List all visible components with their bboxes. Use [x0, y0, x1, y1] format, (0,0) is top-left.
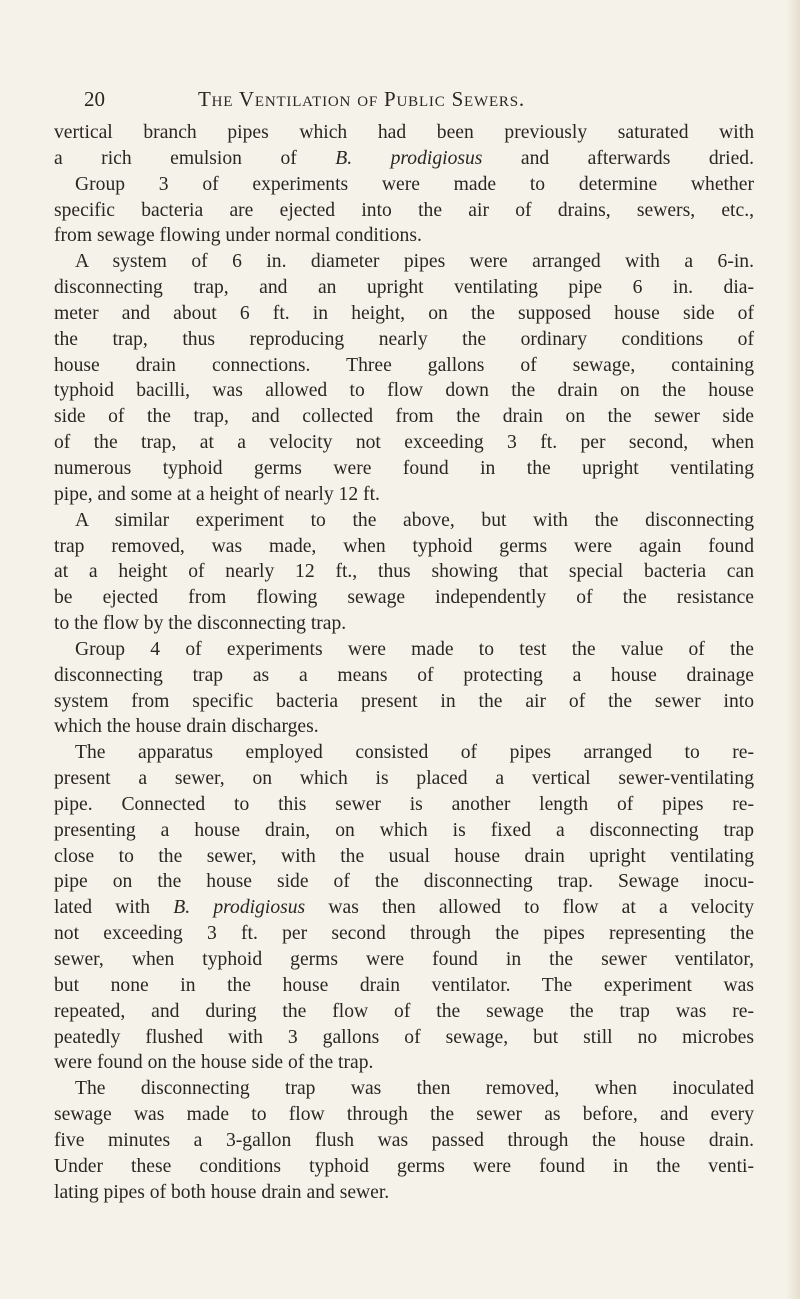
paragraph-start-line: The apparatus employed consisted of pipes arranged to re-: [75, 742, 754, 764]
species-name: B. prodigiosus: [173, 897, 306, 919]
text-line: pipe on the house side of the disconnecting trap. Sewage inocu-: [54, 871, 754, 893]
text-line: five minutes a 3-gallon flush was passed through the house drain.: [54, 1129, 754, 1151]
text-line: be ejected from flowing sewage independently of the resistance: [54, 587, 754, 609]
text-line: vertical branch pipes which had been previously saturated with: [54, 122, 754, 143]
paragraph-start-line: Group 4 of experiments were made to test the value of the: [75, 638, 754, 660]
text-line: sewage was made to flow through the sewer as before, and every: [54, 1104, 754, 1126]
text-line: trap removed, was made, when typhoid germs were again found: [54, 535, 754, 557]
text-line: at a height of nearly 12 ft., thus showing that special bacteria can: [54, 561, 754, 583]
text-line: of the trap, at a velocity not exceeding 3 ft. per second, when: [54, 432, 754, 454]
page-number: 20: [84, 87, 105, 111]
text-line: peatedly flushed with 3 gallons of sewage, but still no microbes: [54, 1026, 754, 1048]
text-line: present a sewer, on which is placed a vertical sewer-ventilating: [54, 768, 754, 790]
paragraph-start-line: Group 3 of experiments were made to determine whether: [75, 173, 754, 195]
text-line: the trap, thus reproducing nearly the ordinary conditions of: [54, 328, 754, 350]
text-line: meter and about 6 ft. in height, on the supposed house side of: [54, 302, 754, 324]
text-line: to the flow by the disconnecting trap.: [54, 613, 347, 635]
body-text: [54, 120, 754, 1205]
text-line: typhoid bacilli, was allowed to flow down the drain on the house: [54, 380, 754, 402]
text-line: specific bacteria are ejected into the air of drains, sewers, etc.,: [54, 199, 754, 221]
page-edge-shadow: [786, 0, 800, 1299]
paragraph-start-line: A system of 6 in. diameter pipes were arranged with a 6-in.: [75, 251, 754, 273]
text-line: which the house drain discharges.: [54, 716, 319, 738]
text-line: pipe. Connected to this sewer is another length of pipes re-: [54, 793, 754, 815]
text-line: numerous typhoid germs were found in the upright ventilating: [54, 457, 754, 479]
text-line: sewer, when typhoid germs were found in the sewer ventilator,: [54, 949, 754, 970]
text-line: close to the sewer, with the usual house drain upright ventilating: [54, 845, 754, 867]
species-name: B. prodigiosus: [335, 147, 483, 169]
text-line: repeated, and during the flow of the sewage the trap was re-: [54, 1000, 754, 1022]
text-line: pipe, and some at a height of nearly 12 ft.: [54, 483, 380, 505]
text-line: lating pipes of both house drain and sewer.: [54, 1181, 390, 1203]
text-line: side of the trap, and collected from the drain on the sewer side: [54, 406, 754, 428]
paragraph-start-line: The disconnecting trap was then removed, when inoculated: [75, 1078, 754, 1100]
text-line: were found on the house side of the trap.: [54, 1052, 374, 1074]
text-line: not exceeding 3 ft. per second through the pipes representing the: [54, 923, 754, 945]
text-line: disconnecting trap as a means of protecting a house drainage: [54, 664, 754, 686]
paragraph-start-line: A similar experiment to the above, but with the disconnecting: [75, 509, 754, 531]
text-line: lated with B. prodigiosus was then allowed to flow at a velocity: [54, 897, 754, 919]
text-line: system from specific bacteria present in the air of the sewer into: [54, 690, 754, 712]
text-line: house drain connections. Three gallons of sewage, containing: [54, 354, 754, 376]
text-line: presenting a house drain, on which is fixed a disconnecting trap: [54, 819, 754, 841]
running-head: [84, 84, 764, 114]
text-line: from sewage flowing under normal conditions.: [54, 225, 422, 247]
text-line: but none in the house drain ventilator. The experiment was: [54, 974, 754, 996]
text-line: Under these conditions typhoid germs were found in the venti-: [54, 1155, 754, 1177]
running-title: The Ventilation of Public Sewers.: [198, 87, 525, 111]
text-line: disconnecting trap, and an upright ventilating pipe 6 in. dia-: [54, 277, 754, 299]
text-line: a rich emulsion of B. prodigiosus and afterwards dried.: [54, 147, 754, 169]
